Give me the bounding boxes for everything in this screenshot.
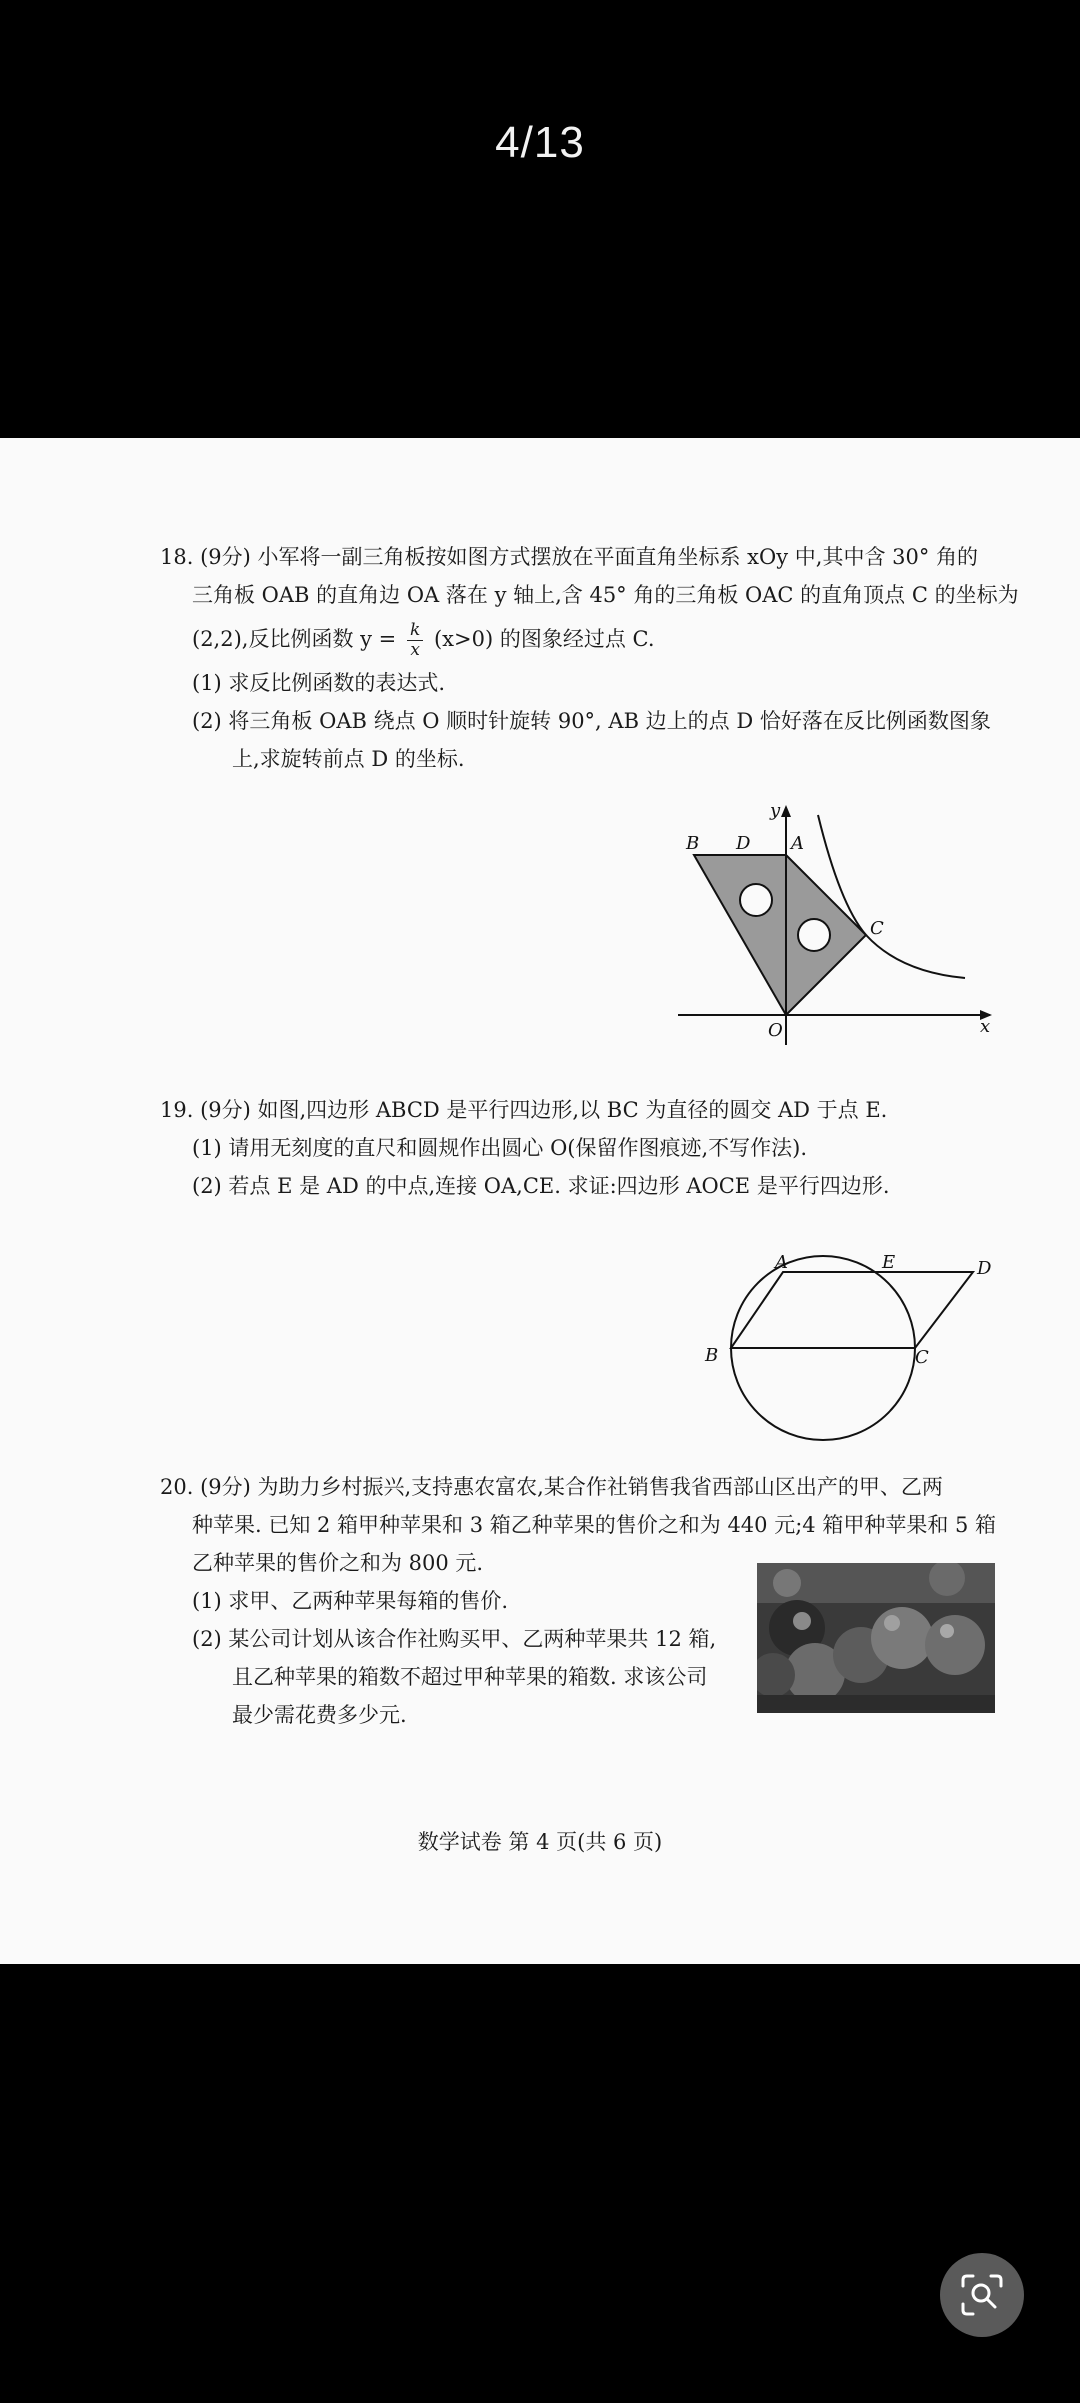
label-C: C (870, 918, 884, 939)
apples-photo (757, 1563, 995, 1713)
q20-part1: (1) 求甲、乙两种苹果每箱的售价. (192, 1589, 509, 1613)
lens-search-button[interactable] (940, 2253, 1024, 2337)
label-x: x (980, 1016, 991, 1037)
q18-line2: 三角板 OAB 的直角边 OA 落在 y 轴上,含 45° 角的三角板 OAC 的直角顶点 C 的坐标为 (192, 583, 1019, 607)
q18-part2-a: (2) 将三角板 OAB 绕点 O 顺时针旋转 90°, AB 边上的点 D 恰好落在反比例函数图象 (192, 709, 991, 733)
q19-part1: (1) 请用无刻度的直尺和圆规作出圆心 O(保留作图痕迹,不写作法). (192, 1136, 808, 1160)
q20-part2-c: 最少需花费多少元. (232, 1703, 407, 1727)
label-O: O (768, 1020, 783, 1041)
q18-part2-b: 上,求旋转前点 D 的坐标. (232, 747, 465, 771)
page-counter: 4/13 (495, 118, 585, 167)
q18-line1: 18. (9分) 小军将一副三角板按如图方式摆放在平面直角坐标系 xOy 中,其中含 30° 角的 (160, 545, 979, 569)
question-19 (160, 1091, 890, 1205)
label-C: C (915, 1347, 929, 1368)
label-D: D (977, 1258, 992, 1279)
lens-search-icon (959, 2272, 1005, 2318)
q20-part2-a: (2) 某公司计划从该合作社购买甲、乙两种苹果共 12 箱, (192, 1627, 717, 1651)
frac-numerator: k (407, 621, 423, 641)
label-E: E (882, 1252, 896, 1273)
q19-line1: 19. (9分) 如图,四边形 ABCD 是平行四边形,以 BC 为直径的圆交 AD 于点 E. (160, 1098, 888, 1122)
q20-line3: 乙种苹果的售价之和为 800 元. (192, 1551, 484, 1575)
q20-line2: 种苹果. 已知 2 箱甲种苹果和 3 箱乙种苹果的售价之和为 440 元;4 箱甲种苹果和 5 箱 (192, 1513, 997, 1537)
q19-figure (695, 1250, 1015, 1450)
q18-line3-b: (x>0) 的图象经过点 C. (433, 627, 655, 651)
q18-figure (670, 800, 1010, 1050)
label-A: A (775, 1252, 788, 1273)
question-18 (160, 538, 1019, 778)
page-footer: 数学试卷 第 4 页(共 6 页) (417, 1830, 663, 1854)
q20-line1: 20. (9分) 为助力乡村振兴,支持惠农富农,某合作社销售我省西部山区出产的甲、乙两 (160, 1475, 943, 1499)
label-A: A (791, 833, 804, 854)
label-B: B (705, 1345, 719, 1366)
q18-fraction (407, 621, 423, 660)
q18-part1: (1) 求反比例函数的表达式. (192, 671, 446, 695)
q18-line3-a: (2,2),反比例函数 y = (192, 627, 397, 651)
label-D: D (736, 833, 751, 854)
frac-denominator: x (410, 640, 420, 660)
q19-part2: (2) 若点 E 是 AD 的中点,连接 OA,CE. 求证:四边形 AOCE 是平行四边形. (192, 1174, 890, 1198)
q20-part2-b: 且乙种苹果的箱数不超过甲种苹果的箱数. 求该公司 (232, 1665, 708, 1689)
q18-line3 (160, 614, 1019, 664)
label-y: y (770, 800, 781, 821)
label-B: B (686, 833, 700, 854)
